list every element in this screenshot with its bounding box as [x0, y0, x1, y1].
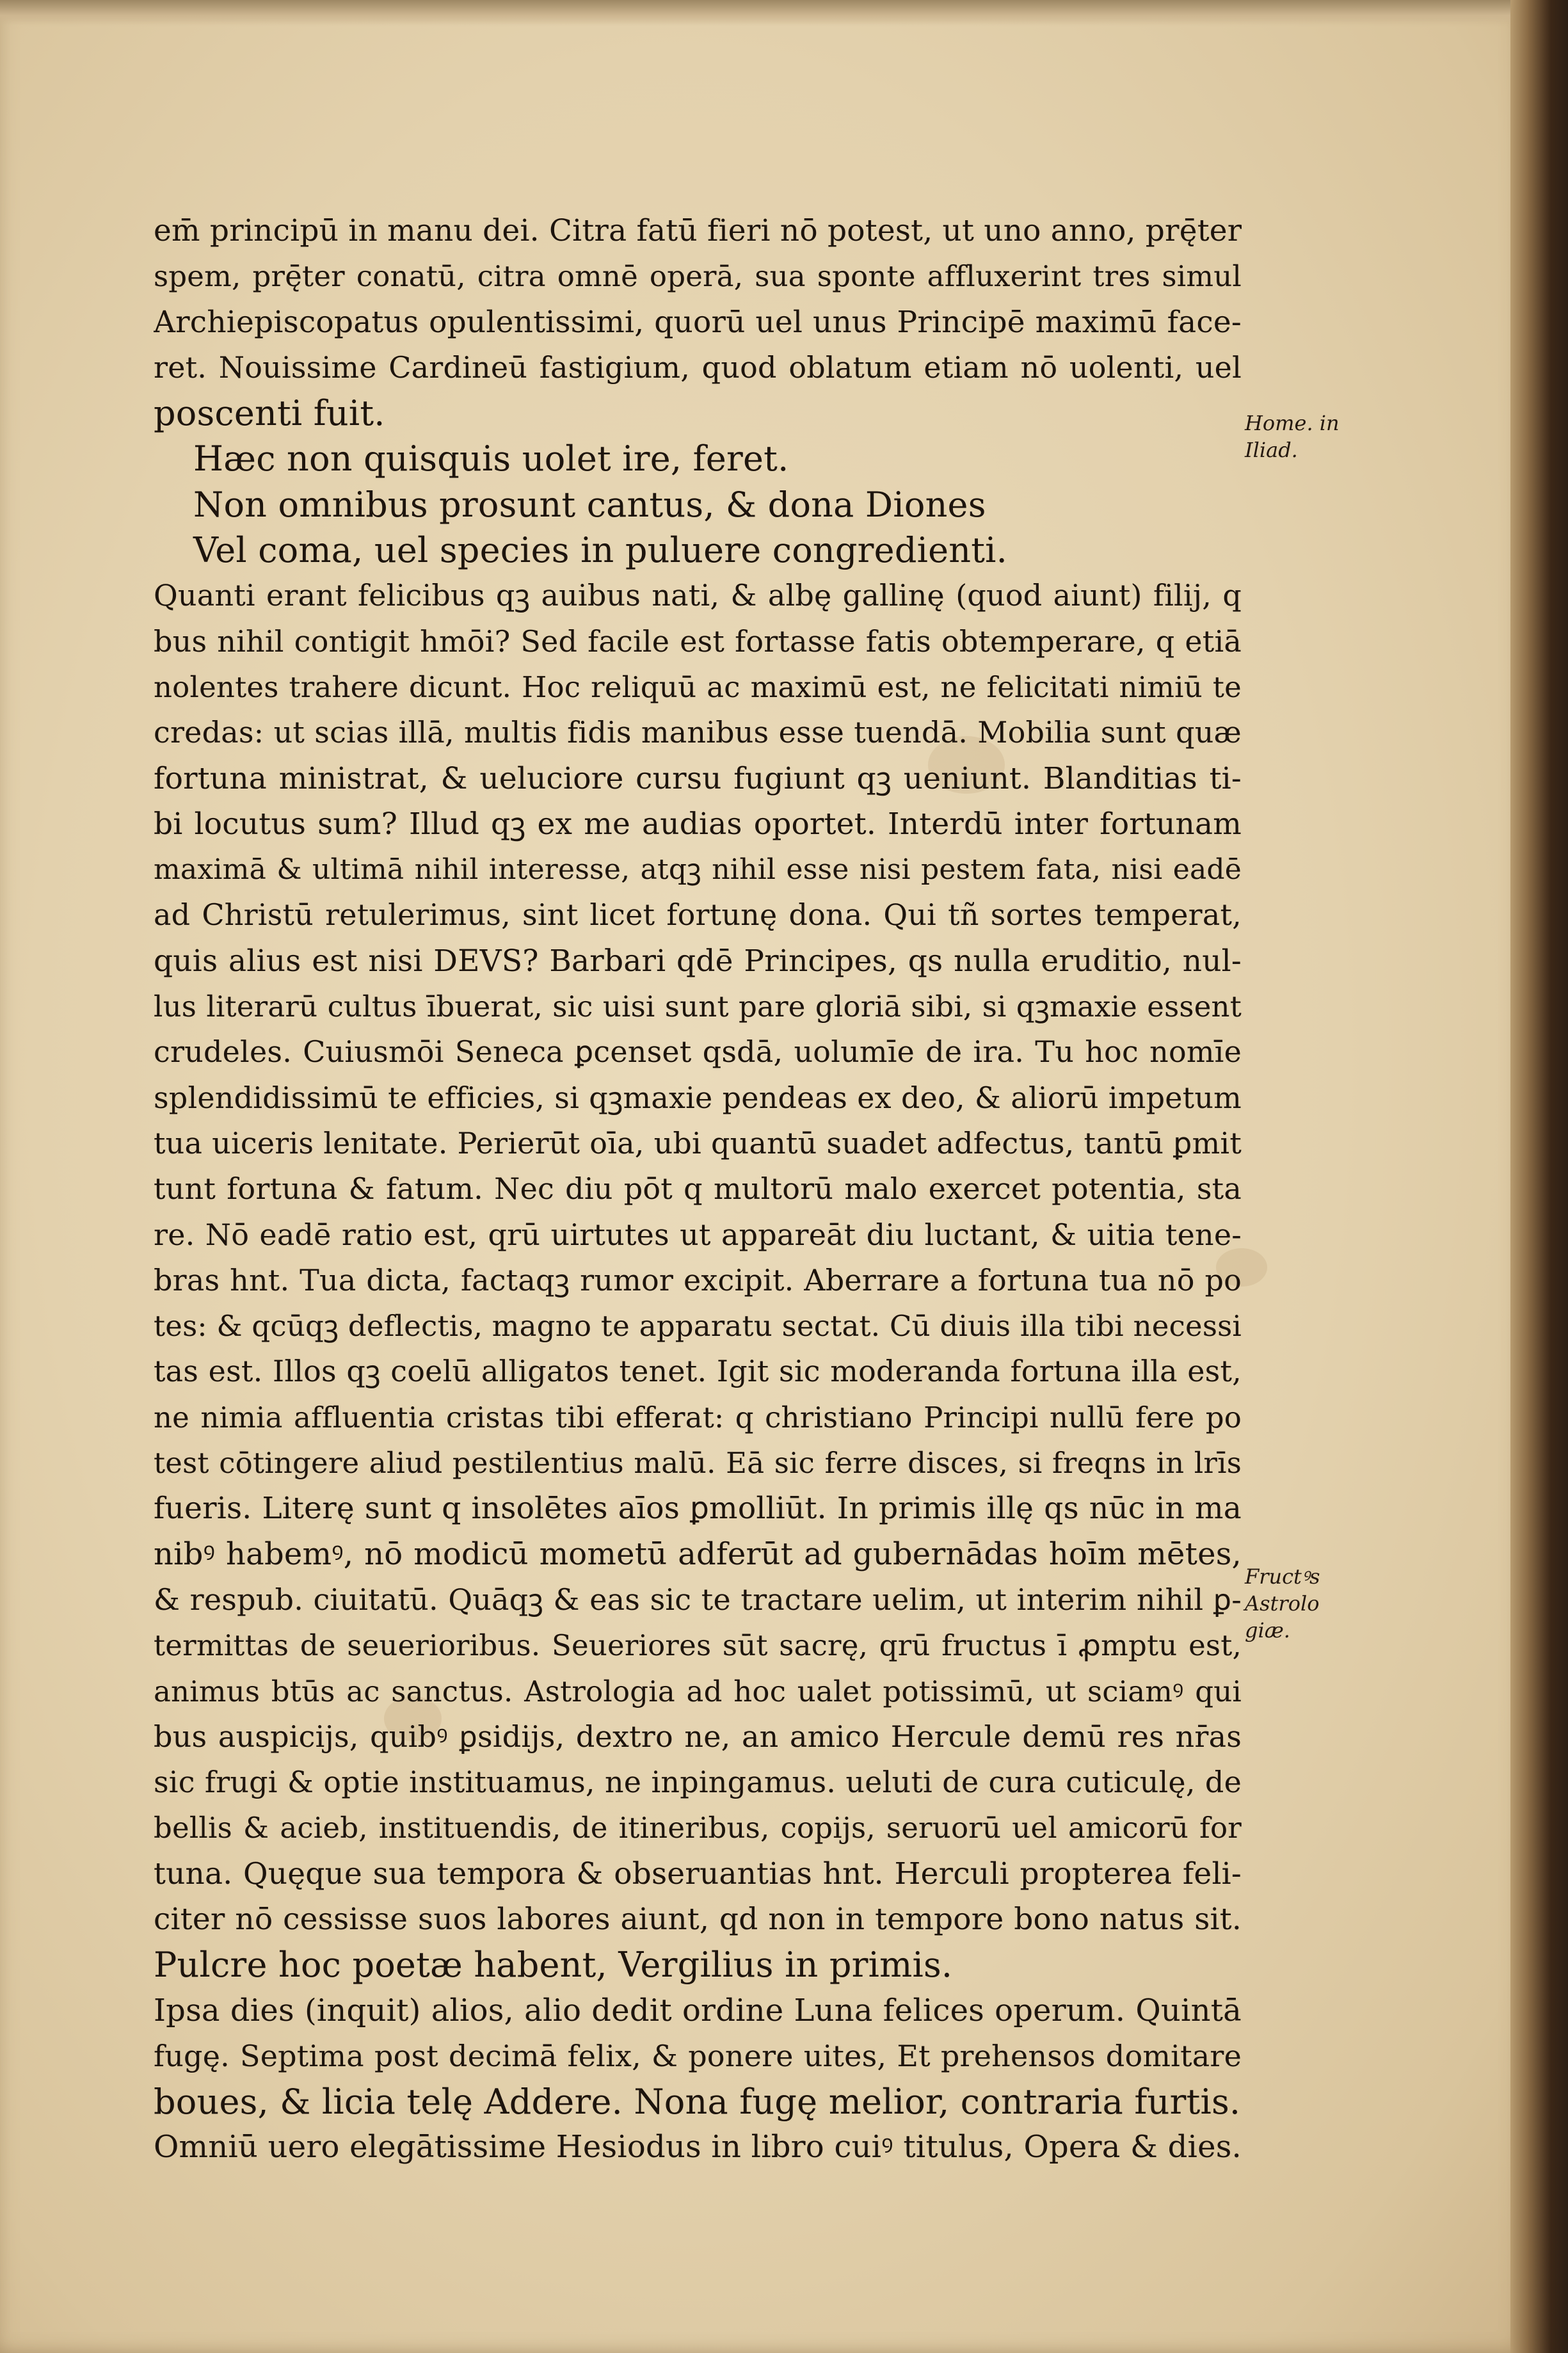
- text-line: bellis & acieb, instituendis, de itineribus, copijs, seruorū uel amicorū for: [154, 1811, 1242, 1845]
- text-line: nibꝰ habemꝰ, nō modicū mometū adferūt ad gubernādas hoīm mētes,: [154, 1536, 1242, 1572]
- text-line: quis alius est nisi DEVS? Barbari qdē Principes, qs nulla eruditio, nul-: [154, 943, 1242, 979]
- margin-note-line: Iliad.: [1245, 438, 1298, 462]
- text-line: tua uiceris lenitate. Perierūt oīa, ubi quantū suadet adfectus, tantū ꝑmit: [154, 1125, 1242, 1160]
- text-line: test cōtingere aliud pestilentius malū. Eā sic ferre disces, si freqns in lrīs: [154, 1446, 1242, 1481]
- text-line: fueris. Literę sunt q insolētes aīos ꝑmolliūt. In primis illę qs nūc in ma: [154, 1491, 1242, 1527]
- text-line: termittas de seuerioribus. Seueriores sūt sacrę, qrū fructus ī ꝓmptu est,: [154, 1628, 1242, 1663]
- verse-line: Vel coma, uel species in puluere congredienti.: [193, 530, 1007, 571]
- text-line: re. Nō eadē ratio est, qrū uirtutes ut appareāt diu luctant, & uitia tene-: [154, 1217, 1242, 1252]
- text-line: tuna. Quęque sua tempora & obseruantias hnt. Herculi propterea feli-: [154, 1856, 1242, 1891]
- text-line: Omniū uero elegātissime Hesiodus in libro cuiꝰ titulus, Opera & dies.: [154, 2129, 1242, 2165]
- text-line: Archiepiscopatus opulentissimi, quorū uel unus Principē maximū face-: [154, 304, 1242, 340]
- page-top-edge: [0, 0, 1531, 26]
- margin-note-line: giæ.: [1245, 1618, 1290, 1642]
- text-line: & respub. ciuitatū. Quāqꝫ & eas sic te tractare uelim, ut interim nihil ꝑ-: [154, 1582, 1242, 1617]
- text-line: poscenti fuit.: [154, 393, 385, 434]
- text-line: tas est. Illos qꝫ coelū alligatos tenet. Igit sic moderanda fortuna illa est,: [154, 1354, 1242, 1389]
- text-line: citer nō cessisse suos labores aiunt, qd non in tempore bono natus sit.: [154, 1901, 1242, 1937]
- text-line: ad Christū retulerimus, sint licet fortunę dona. Qui tñ sortes temperat,: [154, 897, 1242, 933]
- text-line: Quanti erant felicibus qꝫ auibus nati, & albę gallinę (quod aiunt) filij, q: [154, 578, 1242, 613]
- text-line: credas: ut scias illā, multis fidis manibus esse tuendā. Mobilia sunt quæ: [154, 715, 1242, 750]
- text-line: spem, prę̄ter conatū, citra omnē operā, sua sponte affluxerint tres simul: [154, 259, 1242, 294]
- margin-note-homer: [1245, 410, 1340, 463]
- verse-line: Non omnibus prosunt cantus, & dona Diones: [193, 484, 986, 525]
- text-line: boues, & licia telę Addere. Nona fugę melior, contraria furtis.: [154, 2082, 1241, 2123]
- text-line: nolentes trahere dicunt. Hoc reliquū ac maximū est, ne felicitati nimiū te: [154, 670, 1242, 704]
- margin-note-line: Fructꝰs: [1245, 1564, 1320, 1589]
- text-line: crudeles. Cuiusmōi Seneca ꝑcenset qsdā, uolumīe de ira. Tu hoc nomīe: [154, 1034, 1242, 1070]
- verse-line: Hæc non quisquis uolet ire, feret.: [193, 438, 789, 479]
- text-line: tunt fortuna & fatum. Nec diu pōt q multorū malo exercet potentia, sta: [154, 1171, 1242, 1207]
- margin-note-line: Astrolo: [1245, 1591, 1320, 1616]
- text-line: fortuna ministrat, & ueluciore cursu fugiunt qꝫ ueniunt. Blanditias ti-: [154, 760, 1242, 796]
- text-line: maximā & ultimā nihil interesse, atqꝫ nihil esse nisi pestem fata, nisi eadē: [154, 853, 1242, 887]
- body-text: [154, 208, 1242, 2165]
- text-line: sic frugi & optie instituamus, ne inpingamus. ueluti de cura cuticulę, de: [154, 1765, 1242, 1800]
- text-line: fugę. Septima post decimā felix, & ponere uites, Et prehensos domitare: [154, 2038, 1242, 2073]
- text-line: animus btūs ac sanctus. Astrologia ad hoc ualet potissimū, ut sciamꝰ qui: [154, 1674, 1242, 1708]
- text-line: bras hnt. Tua dicta, factaqꝫ rumor excipit. Aberrare a fortuna tua nō po: [154, 1262, 1242, 1297]
- page-binding-edge: [1510, 0, 1568, 2353]
- margin-note-line: Home. in: [1245, 411, 1340, 435]
- text-line: bus nihil contigit hmōi? Sed facile est fortasse fatis obtemperare, q etiā: [154, 623, 1242, 659]
- text-line: em̄ principū in manu dei. Citra fatū fieri nō potest, ut uno anno, prę̄ter: [154, 213, 1242, 248]
- text-line: ret. Nouissime Cardineū fastigium, quod oblatum etiam nō uolenti, uel: [154, 349, 1242, 385]
- text-line: ne nimia affluentia cristas tibi efferat: q christiano Principi nullū fere po: [154, 1400, 1242, 1434]
- text-line: bi locutus sum? Illud qꝫ ex me audias oportet. Interdū inter fortunam: [154, 806, 1242, 842]
- text-line: splendidissimū te efficies, si qꝫmaxie pendeas ex deo, & aliorū impetum: [154, 1080, 1242, 1115]
- text-line: lus literarū cultus ībuerat, sic uisi sunt pare gloriā sibi, si qꝫmaxie essent: [154, 990, 1242, 1024]
- text-line: Pulcre hoc poetæ habent, Vergilius in primis.: [154, 1945, 953, 1986]
- text-line: Ipsa dies (inquit) alios, alio dedit ordine Luna felices operum. Quintā: [154, 1992, 1242, 2028]
- text-line: bus auspicijs, quibꝰ ꝑsidijs, dextro ne, an amico Hercule demū res nr̄as: [154, 1719, 1242, 1754]
- margin-note-fructus-astrologiae: [1245, 1563, 1320, 1644]
- text-line: tes: & qcūqꝫ deflectis, magno te apparatu sectat. Cū diuis illa tibi necessi: [154, 1309, 1242, 1344]
